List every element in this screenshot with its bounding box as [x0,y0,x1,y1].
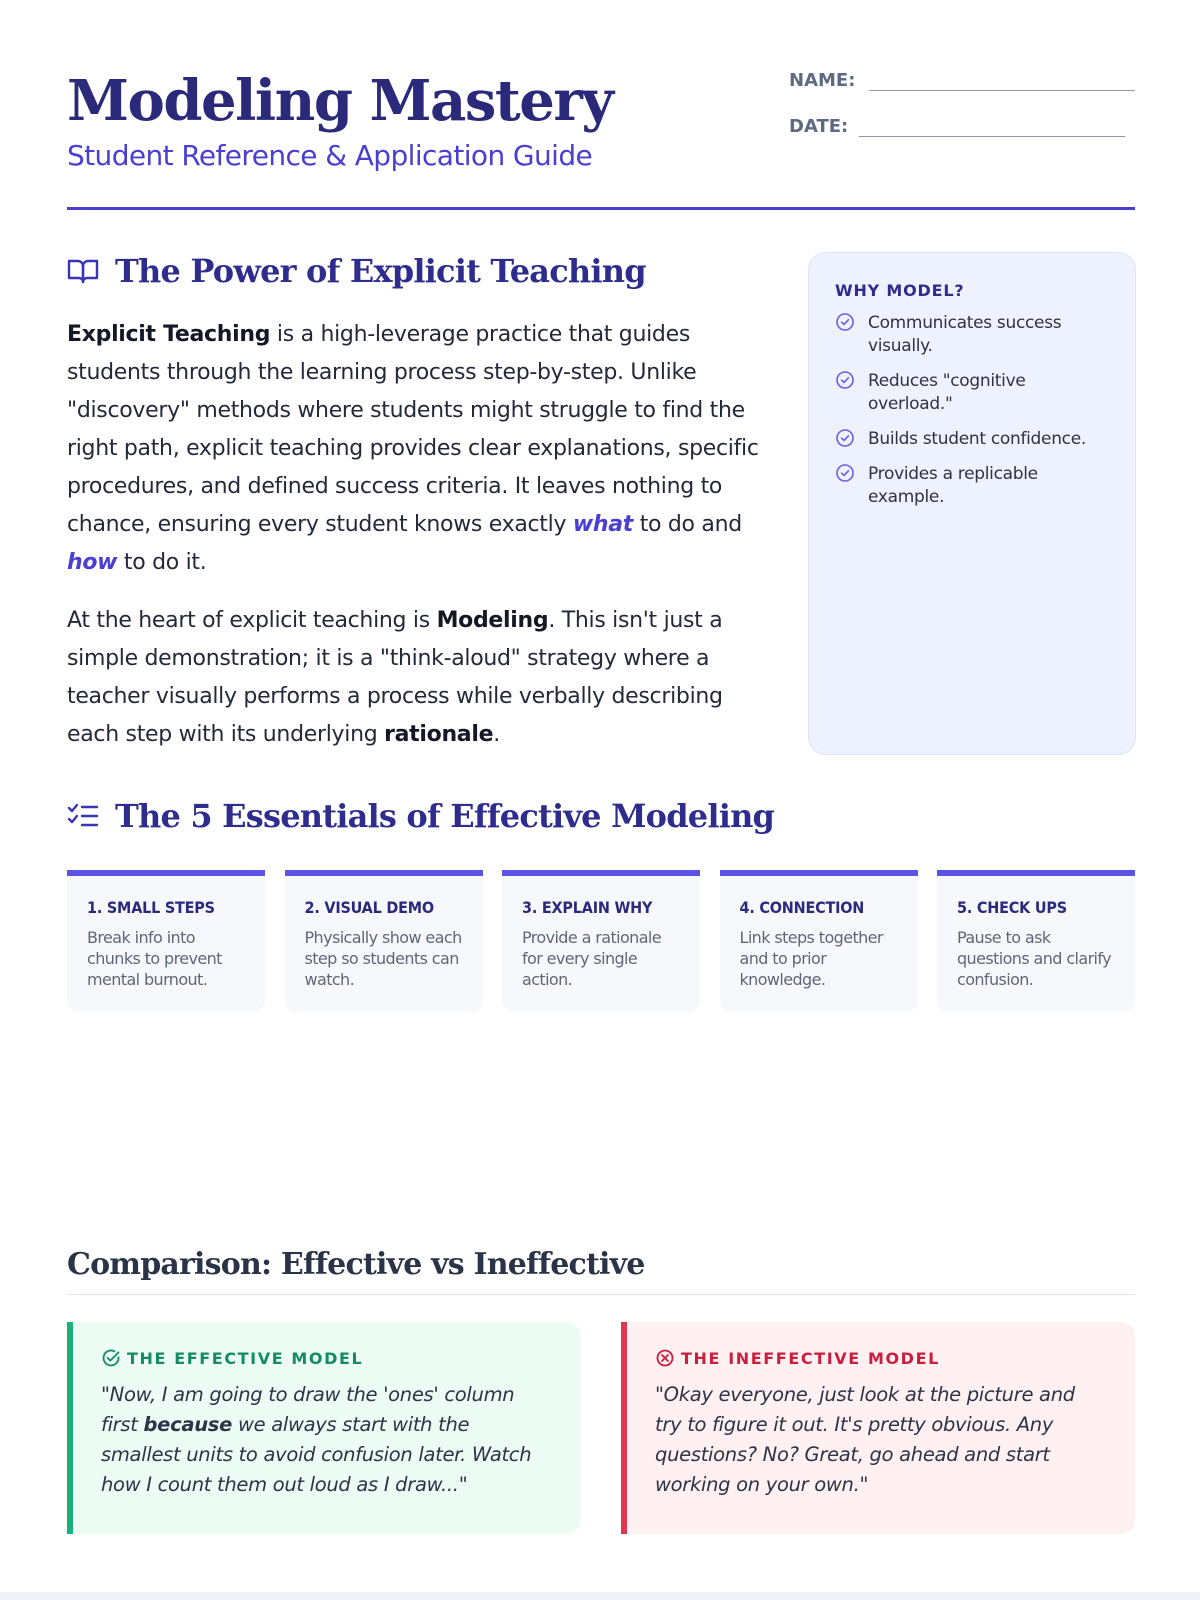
paragraph-text: . [493,722,500,747]
date-label: DATE: [789,116,849,137]
sidebar-item [835,428,1109,451]
term-explicit-teaching: Explicit Teaching [67,322,271,347]
essential-card [285,870,483,1012]
sidebar-title: WHY MODEL? [835,281,965,300]
emphasis-how: how [67,550,118,575]
essential-card [720,870,918,1012]
quote-text: "Now, I am going to draw the 'ones' column first [101,1383,515,1436]
header [67,0,1110,212]
paragraph-explicit-teaching [67,316,767,582]
essential-card-title: 1. SMALL STEPS [87,898,215,917]
effective-model-card [67,1322,581,1534]
essential-card-text: Break info into chunks to prevent mental burnout. [87,928,222,989]
comparison-title: Comparison: Effective vs Ineffective [67,1247,645,1282]
check-circle-icon [101,1348,121,1368]
check-circle-icon [835,463,855,483]
sidebar-item [835,312,1109,358]
date-field[interactable] [789,116,1125,137]
sidebar-item-text: Builds student confidence. [868,429,1086,449]
sidebar-item-text: Communicates success visually. [868,313,1062,356]
essential-card-text: Physically show each step so students can watch. [304,928,462,989]
section-title-text: The 5 Essentials of Effective Modeling [115,797,775,835]
essential-card [937,870,1135,1012]
ineffective-model-heading [655,1348,1107,1368]
sidebar-item [835,370,1109,416]
essential-card-title: 4. CONNECTION [739,898,865,917]
essential-card-text: Link steps together and to prior knowledge. [739,928,883,989]
page-subtitle: Student Reference & Application Guide [67,139,593,172]
header-divider [67,207,1135,210]
essential-card-title: 2. VISUAL DEMO [304,898,434,917]
paragraph-text: . This isn't just a simple demonstration; it is a "think-aloud" strategy where a teacher visually performs a process while verbally describing each step with its underlying [67,608,723,747]
ineffective-model-quote: "Okay everyone, just look at the picture and try to figure it out. It's pretty obvious. Any questions? No? Great, go ahead and start working on your own." [655,1383,1075,1496]
term-rationale: rationale [384,722,494,747]
page-title: Modeling Mastery [67,68,613,134]
sidebar-item [835,463,1109,509]
paragraph-text: is a high-leverage practice that guides students through the learning process step-by-step. Unlike "discovery" methods where students might struggle to find the right path, explicit teaching provides clear explanations, specific procedures, and defined success criteria. It leaves nothing to chance, ensuring every student knows exactly [67,322,759,537]
essential-card-text: Provide a rationale for every single action. [522,928,661,989]
name-line[interactable] [869,71,1135,91]
effective-model-label: THE EFFECTIVE MODEL [127,1348,364,1368]
x-circle-icon [655,1348,675,1368]
sidebar-item-text: Provides a replicable example. [868,464,1038,507]
ineffective-model-card [621,1322,1135,1534]
sidebar-list [835,312,1109,509]
essential-card [67,870,265,1012]
section-title-essentials [67,797,774,835]
essential-card-title: 3. EXPLAIN WHY [522,898,653,917]
paragraph-text: At the heart of explicit teaching is [67,608,437,633]
page-footer-strip [0,1592,1200,1600]
term-modeling: Modeling [436,608,549,633]
paragraph-modeling [67,602,767,754]
essentials-cards [67,870,1135,1012]
essential-card-text: Pause to ask questions and clarify confusion. [957,928,1112,989]
paragraph-text: to do and [633,512,742,537]
paragraph-text: to do it. [117,550,207,575]
effective-model-quote [101,1380,553,1500]
ineffective-model-label: THE INEFFECTIVE MODEL [681,1348,940,1368]
effective-model-heading [101,1348,553,1368]
name-field[interactable] [789,70,1135,91]
name-label: NAME: [789,70,856,91]
check-circle-icon [835,370,855,390]
section-title-text: The Power of Explicit Teaching [115,252,646,290]
sidebar-item-text: Reduces "cognitive overload." [868,371,1026,414]
check-circle-icon [835,312,855,332]
date-line[interactable] [859,117,1125,137]
emphasis-what: what [572,512,634,537]
checklist-icon [67,799,101,833]
section-title-explicit-teaching [67,252,646,290]
check-circle-icon [835,428,855,448]
essential-card [502,870,700,1012]
quote-emphasis: because [143,1413,233,1436]
why-model-sidebar [808,252,1136,755]
quote-text: we always start with the smallest units to avoid confusion later. Watch how I count them out loud as I draw..." [101,1413,532,1496]
book-open-icon [67,254,101,288]
comparison-divider [67,1294,1135,1295]
essential-card-title: 5. CHECK UPS [957,898,1067,917]
